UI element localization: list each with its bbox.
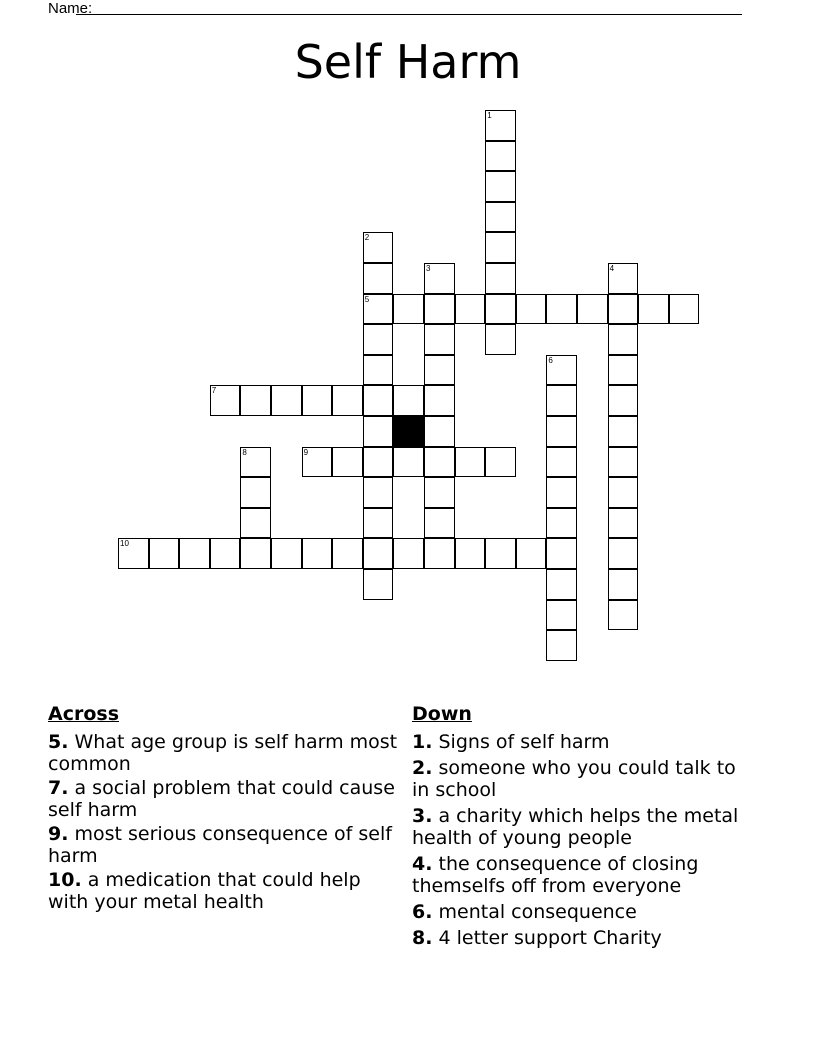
clue-number: 9. <box>48 823 69 845</box>
grid-cell[interactable] <box>210 538 241 569</box>
grid-cell[interactable] <box>608 600 639 631</box>
grid-cell[interactable] <box>516 538 547 569</box>
grid-cell[interactable] <box>363 569 394 600</box>
grid-cell[interactable] <box>363 263 394 294</box>
clue-text: mental consequence <box>438 901 637 923</box>
grid-cell[interactable] <box>608 477 639 508</box>
clue-number-label: 6 <box>548 355 553 365</box>
clue-down-6 <box>412 901 752 923</box>
clue-number: 10. <box>48 869 82 891</box>
clue-down-4 <box>412 853 752 897</box>
grid-cell[interactable] <box>546 538 577 569</box>
clue-number-label: 9 <box>303 447 309 457</box>
block-cell <box>393 416 424 447</box>
clue-number-label: 10 <box>120 539 129 549</box>
clue-text: a social problem that could cause self harm <box>48 777 395 821</box>
grid-cell[interactable] <box>546 600 577 631</box>
grid-cell[interactable] <box>240 508 271 539</box>
grid-cell[interactable] <box>424 385 455 416</box>
grid-cell[interactable] <box>424 447 455 478</box>
clue-number-label: 2 <box>364 233 370 243</box>
grid-cell[interactable] <box>363 232 394 263</box>
grid-cell[interactable] <box>608 324 639 355</box>
clue-number-label: 8 <box>242 447 247 457</box>
clue-text: 4 letter support Charity <box>438 927 662 949</box>
grid-cell[interactable] <box>424 355 455 386</box>
grid-cell[interactable] <box>485 447 516 478</box>
across-heading: Across <box>48 703 120 725</box>
clue-number: 7. <box>48 777 69 799</box>
grid-cell[interactable] <box>363 538 394 569</box>
grid-cell[interactable] <box>608 294 639 325</box>
grid-cell[interactable] <box>393 385 424 416</box>
grid-cell[interactable] <box>546 477 577 508</box>
grid-cell[interactable] <box>302 385 333 416</box>
grid-cell[interactable] <box>363 508 394 539</box>
grid-cell[interactable] <box>302 447 333 478</box>
grid-cell[interactable] <box>608 538 639 569</box>
grid-cell[interactable] <box>271 385 302 416</box>
grid-cell[interactable] <box>546 355 577 386</box>
grid-cell[interactable] <box>577 294 608 325</box>
clue-text: Signs of self harm <box>438 731 610 753</box>
grid-cell[interactable] <box>332 385 363 416</box>
clue-number: 4. <box>412 853 433 875</box>
grid-cell[interactable] <box>608 263 639 294</box>
clue-across-5 <box>48 731 398 775</box>
grid-cell[interactable] <box>485 171 516 202</box>
clue-number-label: 3 <box>426 264 431 273</box>
clue-across-10 <box>48 869 398 913</box>
clue-down-1 <box>412 731 752 753</box>
grid-cell[interactable] <box>546 508 577 539</box>
grid-cell[interactable] <box>608 416 639 447</box>
grid-cell[interactable] <box>608 447 639 478</box>
grid-cell[interactable] <box>485 263 516 294</box>
grid-cell[interactable] <box>455 538 486 569</box>
grid-cell[interactable] <box>424 416 455 447</box>
clue-text: a medication that could help with your metal health <box>48 869 361 913</box>
grid-cell[interactable] <box>363 294 394 325</box>
across-clues <box>48 703 398 915</box>
clue-text: the consequence of closing themselfs off from everyone <box>412 853 699 897</box>
grid-cell[interactable] <box>393 294 424 325</box>
grid-cell[interactable] <box>669 294 700 325</box>
grid-cell[interactable] <box>485 141 516 172</box>
grid-cell[interactable] <box>149 538 180 569</box>
grid-cell[interactable] <box>363 385 394 416</box>
grid-cell[interactable] <box>546 447 577 478</box>
grid-cell[interactable] <box>332 538 363 569</box>
clue-number: 3. <box>412 805 433 827</box>
clue-number-label: 5 <box>364 294 370 304</box>
grid-cell[interactable] <box>608 508 639 539</box>
grid-cell[interactable] <box>363 416 394 447</box>
clue-number-label: 4 <box>609 264 615 273</box>
clue-number: 2. <box>412 757 433 779</box>
clue-number: 6. <box>412 901 433 923</box>
grid-cell[interactable] <box>179 538 210 569</box>
grid-cell[interactable] <box>455 294 486 325</box>
grid-cell[interactable] <box>240 477 271 508</box>
clue-text: most serious consequence of self harm <box>48 823 392 867</box>
grid-cell[interactable] <box>485 110 516 141</box>
grid-cell[interactable] <box>240 538 271 569</box>
clue-number-label: 7 <box>211 386 217 396</box>
down-clues <box>412 703 752 953</box>
grid-cell[interactable] <box>424 263 455 294</box>
grid-cell[interactable] <box>210 385 241 416</box>
grid-cell[interactable] <box>118 538 149 569</box>
grid-cell[interactable] <box>546 569 577 600</box>
grid-cell[interactable] <box>424 508 455 539</box>
grid-cell[interactable] <box>516 294 547 325</box>
grid-cell[interactable] <box>638 294 669 325</box>
grid-cell[interactable] <box>363 324 394 355</box>
grid-cell[interactable] <box>302 538 333 569</box>
clue-down-2 <box>412 757 752 801</box>
grid-cell[interactable] <box>546 385 577 416</box>
grid-cell[interactable] <box>546 294 577 325</box>
grid-cell[interactable] <box>485 324 516 355</box>
clue-number: 1. <box>412 731 433 753</box>
grid-cell[interactable] <box>271 538 302 569</box>
grid-cell[interactable] <box>485 232 516 263</box>
clue-number: 5. <box>48 731 69 753</box>
grid-cell[interactable] <box>546 630 577 661</box>
grid-cell[interactable] <box>240 447 271 478</box>
clue-text: a charity which helps the metal health of young people <box>412 805 739 849</box>
grid-cell[interactable] <box>424 294 455 325</box>
clue-across-9 <box>48 823 398 867</box>
name-label: Name: <box>48 0 93 17</box>
clue-down-3 <box>412 805 752 849</box>
grid-cell[interactable] <box>424 477 455 508</box>
clue-number: 8. <box>412 927 433 949</box>
grid-cell[interactable] <box>363 447 394 478</box>
clue-number-label: 1 <box>487 111 492 120</box>
grid-cell[interactable] <box>393 447 424 478</box>
page-title: Self Harm <box>294 35 522 89</box>
grid-cell[interactable] <box>240 385 271 416</box>
grid-cell[interactable] <box>485 538 516 569</box>
grid-cell[interactable] <box>608 569 639 600</box>
grid-cell[interactable] <box>485 202 516 233</box>
grid-cell[interactable] <box>424 538 455 569</box>
clue-across-7 <box>48 777 398 821</box>
grid-cell[interactable] <box>363 355 394 386</box>
grid-cell[interactable] <box>424 324 455 355</box>
grid-cell[interactable] <box>363 477 394 508</box>
clue-down-8 <box>412 927 752 949</box>
grid-cell[interactable] <box>608 355 639 386</box>
clue-text: someone who you could talk to in school <box>412 757 736 801</box>
grid-cell[interactable] <box>485 294 516 325</box>
grid-cell[interactable] <box>332 447 363 478</box>
down-heading: Down <box>412 703 472 725</box>
clue-text: What age group is self harm most common <box>48 731 398 775</box>
grid-cell[interactable] <box>546 416 577 447</box>
grid-cell[interactable] <box>608 385 639 416</box>
grid-cell[interactable] <box>393 538 424 569</box>
grid-cell[interactable] <box>455 447 486 478</box>
